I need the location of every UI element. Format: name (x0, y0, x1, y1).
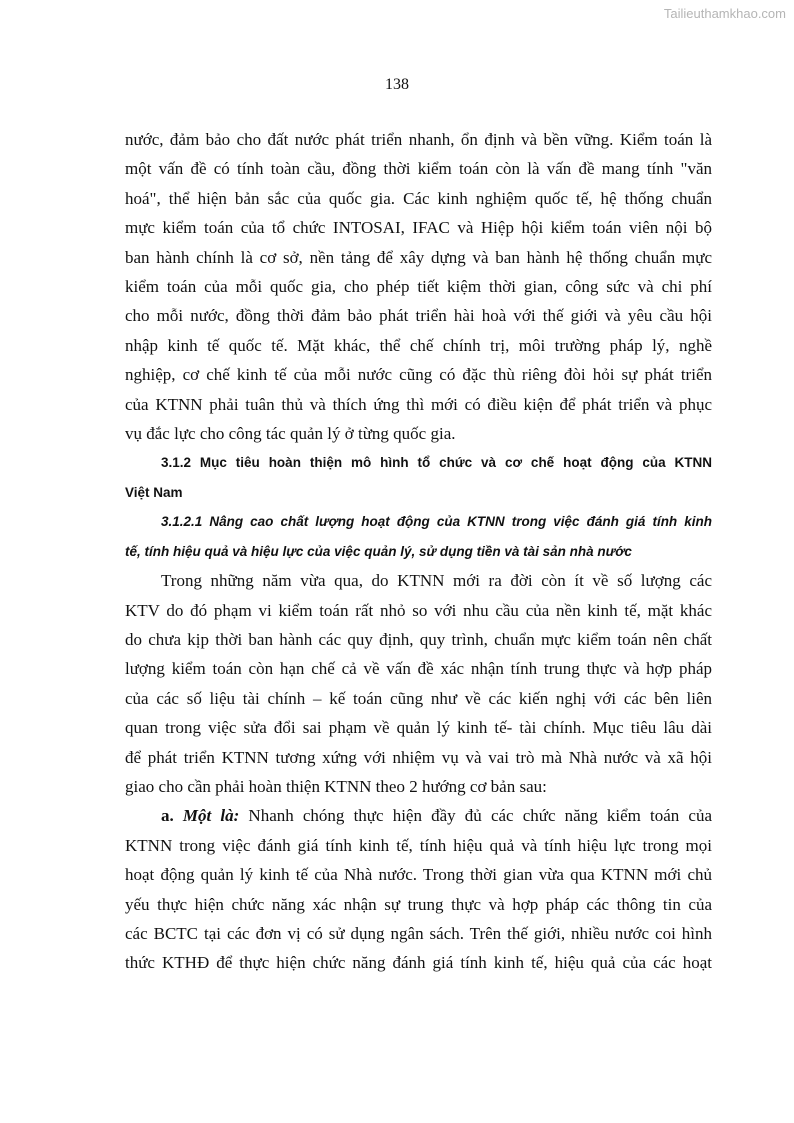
paragraph-line: một vấn đề có tính toàn cầu, đồng thời kiểm toán còn là vấn đề mang tính "văn (125, 159, 712, 179)
paragraph-line: các BCTC tại các đơn vị có sử dụng ngân sách. Trên thế giới, nhiều nước coi hình (125, 923, 712, 943)
paragraph-intro (125, 125, 712, 448)
paragraph-line: nhập kinh tế quốc tế. Mặt khác, thể chế chính trị, môi trường pháp lý, nghề (125, 335, 712, 355)
paragraph-first-direction (125, 801, 712, 977)
paragraph-line: KTNN trong việc đánh giá tính kinh tế, tính hiệu quả và tính hiệu lực trong mọi (125, 835, 712, 855)
list-lead: Một là: (182, 806, 240, 826)
section-heading-3-1-2-1 (125, 507, 712, 566)
paragraph-line: quan trong việc sửa đổi sai phạm về quản lý kinh tế- tài chính. Mục tiêu lâu dài (125, 718, 712, 738)
line-text: Nhanh chóng thực hiện đầy đủ các chức năng kiểm toán của (239, 806, 712, 826)
paragraph-line: mực kiểm toán của tổ chức INTOSAI, IFAC và Hiệp hội kiểm toán viên nội bộ (125, 218, 712, 238)
watermark: Tailieuthamkhao.com (663, 6, 786, 21)
paragraph-line: Trong những năm vừa qua, do KTNN mới ra đời còn ít về số lượng các (161, 571, 712, 591)
paragraph-line: yếu thực hiện chức năng xác nhận sự trung thực và hợp pháp các thông tin của (125, 894, 712, 914)
paragraph-line (125, 801, 712, 830)
page-number: 138 (385, 76, 409, 93)
list-marker: a. (161, 806, 174, 826)
paragraph-line: thức KTHĐ để thực hiện chức năng đánh giá tính kinh tế, hiệu quả của các hoạt (125, 953, 712, 973)
paragraph-line: lượng kiểm toán còn hạn chế cả về vấn đề xác nhận tính trung thực và hợp pháp (125, 659, 712, 679)
paragraph-line: của KTNN phải tuân thủ và thích ứng thì mới có điều kiện để phát triển và phục (125, 394, 712, 414)
paragraph-line: ban hành chính là cơ sở, nền tảng để xây dựng và ban hành hệ thống chuẩn mực (125, 247, 712, 267)
heading-line: 3.1.2 Mục tiêu hoàn thiện mô hình tổ chức và cơ chế hoạt động của KTNN (161, 455, 712, 471)
heading-line: Việt Nam (125, 484, 183, 500)
heading-line: tế, tính hiệu quả và hiệu lực của việc quản lý, sử dụng tiền và tài sản nhà nước (125, 543, 632, 559)
paragraph-line: để phát triển KTNN tương xứng với nhiệm vụ và vai trò mà Nhà nước và xã hội (125, 747, 712, 767)
paragraph-line: cho mỗi nước, đồng thời đảm bảo phát triển hài hoà với thế giới và yêu cầu hội (125, 306, 712, 326)
paragraph-line: hoạt động quản lý kinh tế của Nhà nước. Trong thời gian vừa qua KTNN mới chủ (125, 865, 712, 885)
document-body (125, 125, 712, 978)
paragraph-line: nghiệp, cơ chế kinh tế của mỗi nước cũng có đặc thù riêng đòi hỏi sự phát triển (125, 365, 712, 385)
heading-line: 3.1.2.1 Nâng cao chất lượng hoạt động của KTNN trong việc đánh giá tính kinh (161, 514, 712, 530)
paragraph-line: do chưa kịp thời ban hành các quy định, quy trình, chuẩn mực kiểm toán nên chất (125, 629, 712, 649)
paragraph-line: KTV do đó phạm vi kiểm toán rất nhỏ so với nhu cầu của nền kinh tế, mặt khác (125, 600, 712, 620)
paragraph-goals (125, 566, 712, 801)
paragraph-line: của các số liệu tài chính – kế toán cũng như về các kiến nghị với các bên liên (125, 688, 712, 708)
paragraph-line: kiểm toán của mỗi quốc gia, cho phép tiết kiệm thời gian, công sức và chi phí (125, 277, 712, 297)
paragraph-line: hoá", thể hiện bản sắc của quốc gia. Các kinh nghiệm quốc tế, hệ thống chuẩn (125, 188, 712, 208)
paragraph-line: vụ đắc lực cho công tác quản lý ở từng quốc gia. (125, 424, 456, 444)
section-heading-3-1-2 (125, 448, 712, 507)
paragraph-line: giao cho cần phải hoàn thiện KTNN theo 2 hướng cơ bản sau: (125, 776, 547, 796)
paragraph-line: nước, đảm bảo cho đất nước phát triển nhanh, ổn định và bền vững. Kiểm toán là (125, 130, 712, 149)
